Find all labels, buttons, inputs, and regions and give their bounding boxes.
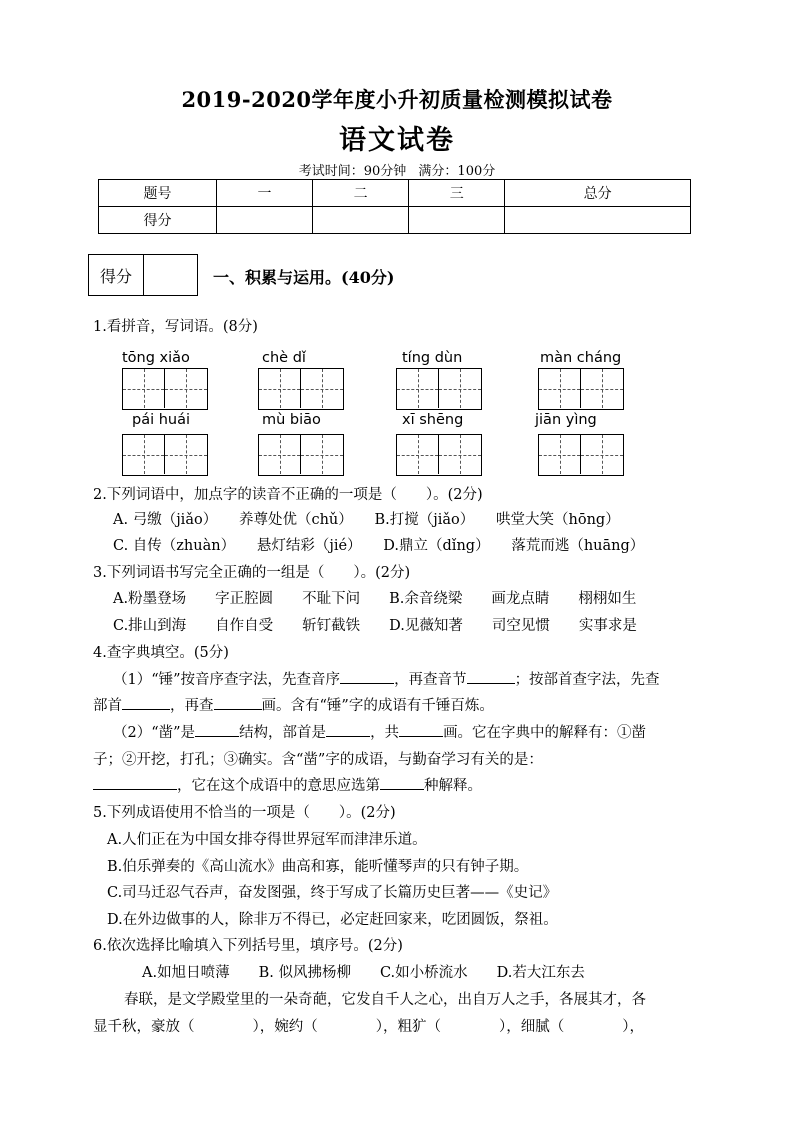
text-segment: 部首 [93, 698, 122, 714]
q6-stem: 6.依次选择比喻填入下列括号里，填序号。(2分) [93, 938, 403, 954]
q4-part2-line1 [113, 723, 646, 743]
score-table-header-row [99, 180, 691, 207]
text-segment: （2）“凿”是 [113, 725, 196, 741]
answer-blank[interactable] [122, 696, 170, 710]
exam-meta [0, 160, 794, 179]
exam-score: 满分：100分 [418, 164, 496, 179]
score-table [98, 179, 691, 234]
answer-blank[interactable] [195, 723, 239, 737]
score-header-total: 总分 [505, 180, 691, 207]
q1-stem: 1.看拼音，写词语。(8分) [93, 319, 258, 335]
writing-grid[interactable] [122, 368, 208, 410]
writing-grid[interactable] [396, 434, 482, 476]
score-cell-2[interactable] [313, 207, 409, 234]
score-cell-3[interactable] [409, 207, 505, 234]
exam-time: 考试时间：90分钟 [298, 164, 407, 179]
q6-paragraph-line2: 显千秋，豪放（ ），婉约（ ），粗犷（ ），细腻（ ）， [93, 1019, 644, 1035]
writing-grid[interactable] [258, 434, 344, 476]
text-segment: ，它在这个成语中的意思应选第 [177, 778, 380, 794]
score-header-3: 三 [409, 180, 505, 207]
text-segment: 结构，部首是 [239, 725, 327, 741]
score-header-2: 二 [313, 180, 409, 207]
section-score-label: 得分 [89, 255, 144, 295]
pinyin: xī shēng [402, 412, 464, 428]
q5-stem: 5.下列成语使用不恰当的一项是（ ）。(2分) [93, 805, 396, 821]
q5-option-c: C.司马迁忍气吞声，奋发图强，终于写成了长篇历史巨著——《史记》 [107, 885, 558, 901]
answer-blank[interactable] [467, 670, 515, 684]
text-segment: 种解释。 [424, 778, 482, 794]
q2-options-cd: C. 自传（zhuàn） 悬灯结彩（jié） D.鼎立（dǐng） 落荒而逃（huāng） [113, 538, 645, 554]
text-segment: 画。含有“锤”字的成语有千锤百炼。 [261, 698, 494, 714]
answer-blank[interactable] [399, 723, 443, 737]
section-title: 一、积累与运用。(40分) [213, 268, 395, 287]
answer-blank[interactable] [93, 776, 177, 790]
q6-choices: A.如旭日喷薄 B. 似风拂杨柳 C.如小桥流水 D.若大江东去 [142, 965, 585, 981]
writing-grid[interactable] [538, 368, 624, 410]
answer-blank[interactable] [326, 723, 370, 737]
score-cell-1[interactable] [217, 207, 313, 234]
exam-title: 2019-2020学年度小升初质量检测模拟试卷 [181, 87, 613, 112]
q4-part2-line3 [93, 776, 482, 796]
writing-grid[interactable] [396, 368, 482, 410]
score-header-label: 题号 [99, 180, 217, 207]
pinyin: jiān yìng [535, 412, 597, 428]
pinyin: tōng xiǎo [122, 350, 190, 366]
text-segment: ，再查 [170, 698, 214, 714]
score-row-label: 得分 [99, 207, 217, 234]
q5-option-d: D.在外边做事的人，除非万不得已，必定赶回家来，吃团圆饭，祭祖。 [107, 912, 558, 928]
pinyin: tíng dùn [402, 350, 463, 366]
q4-part1-line2 [93, 696, 494, 716]
score-table-score-row [99, 207, 691, 234]
writing-grid[interactable] [538, 434, 624, 476]
q5-option-b: B.伯乐弹奏的《高山流水》曲高和寡，能听懂琴声的只有钟子期。 [107, 859, 529, 875]
text-segment: （1）“锤”按音序查字法，先查音序 [113, 672, 341, 688]
q3-options-cd: C.排山到海 自作自受 斩钉截铁 D.见薇知著 司空见惯 实事求是 [113, 618, 637, 634]
section-score-field[interactable] [144, 255, 197, 295]
q5-option-a: A.人们正在为中国女排夺得世界冠军而津津乐道。 [107, 832, 427, 848]
pinyin: màn cháng [540, 350, 622, 366]
q2-stem: 2.下列词语中，加点字的读音不正确的一项是（ ）。(2分) [93, 487, 483, 503]
pinyin: pái huái [132, 412, 191, 428]
text-segment: ，共 [370, 725, 400, 741]
text-segment: ，再查音节 [394, 672, 467, 688]
q3-stem: 3.下列词语书写完全正确的一组是（ ）。(2分) [93, 565, 411, 581]
score-header-1: 一 [217, 180, 313, 207]
pinyin: chè dǐ [262, 350, 306, 366]
text-segment: 画。它在字典中的解释有：①凿 [443, 725, 647, 741]
text-segment: ；按部首查字法，先查 [514, 672, 660, 688]
q4-part1-line1 [113, 670, 660, 690]
q6-paragraph-line1: 春联，是文学殿堂里的一朵奇葩，它发自千人之心，出自万人之手，各展其才，各 [124, 992, 646, 1008]
q2-options-ab: A. 弓缴（jiǎo） 养尊处优（chǔ） B.打搅（jiǎo） 哄堂大笑（hōng） [113, 512, 620, 528]
pinyin: mù biāo [262, 412, 321, 428]
writing-grid[interactable] [258, 368, 344, 410]
answer-blank[interactable] [340, 670, 394, 684]
score-cell-total[interactable] [505, 207, 691, 234]
writing-grid[interactable] [122, 434, 208, 476]
q4-stem: 4.查字典填空。(5分) [93, 645, 229, 661]
answer-blank[interactable] [214, 696, 262, 710]
section-score-box [88, 254, 198, 296]
answer-blank[interactable] [380, 776, 424, 790]
q4-part2-line2: 子；②开挖，打孔；③确实。含“凿”字的成语，与勤奋学习有关的是： [93, 752, 543, 768]
q3-options-ab: A.粉墨登场 字正腔圆 不耻下问 B.余音绕梁 画龙点睛 栩栩如生 [113, 591, 637, 607]
subject-title: 语文试卷 [339, 125, 455, 156]
